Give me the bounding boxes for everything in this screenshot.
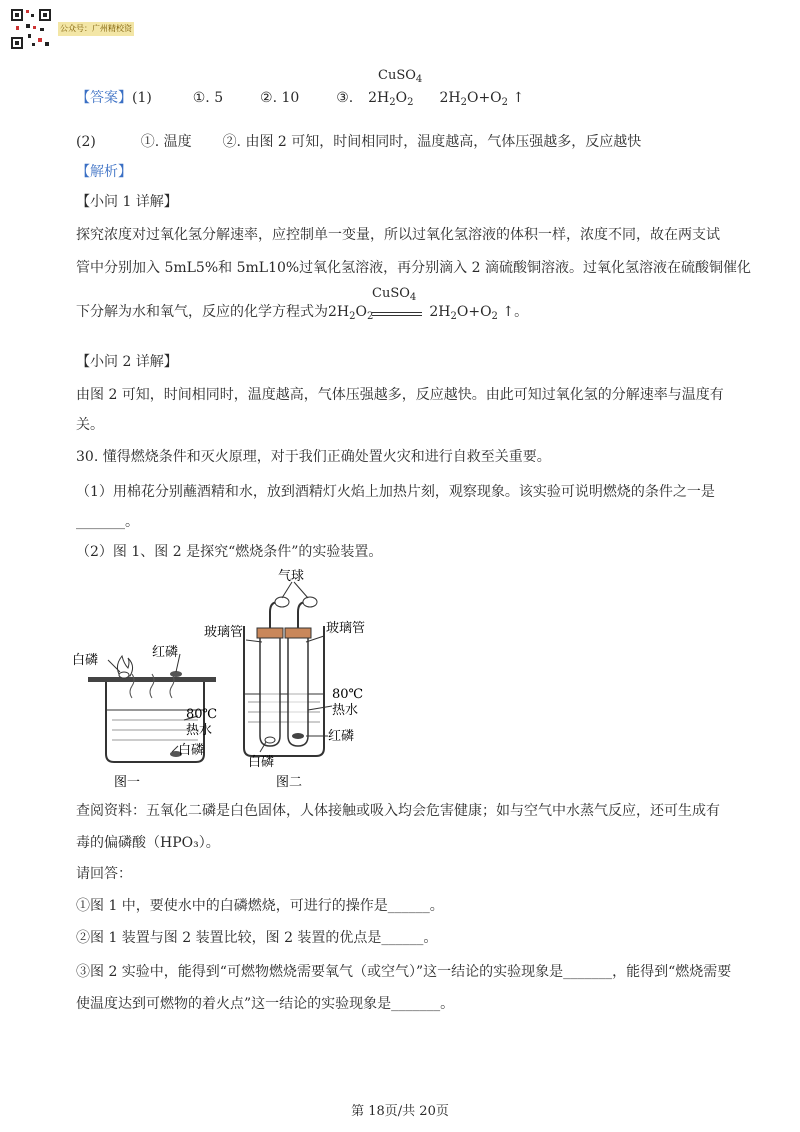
fig1-water-label: 热水 <box>186 723 213 738</box>
answer-item-3: ③. <box>336 90 354 106</box>
figure-2 <box>204 568 365 790</box>
q1-line-1: 探究浓度对过氧化氢分解速率，应控制单一变量，所以过氧化氢溶液的体积一样，浓度不同，故在两支试 <box>76 227 720 243</box>
analysis-tag: 【解析】 <box>76 164 132 180</box>
fig2-white-p-label: 白磷 <box>248 755 275 770</box>
fig2-red-p-label: 红磷 <box>328 729 355 744</box>
question-b: ②图 1 装置与图 2 装置比较，图 2 装置的优点是______。 <box>76 930 438 946</box>
ask-label: 请回答： <box>76 866 132 882</box>
equation-products: $2H_2O+O_2$ ↑ <box>439 90 525 108</box>
equation-reactant: $2H_2O_2$ <box>368 90 414 108</box>
question-c-line2: 使温度达到可燃物的着火点”这一结论的实验现象是_______。 <box>76 996 455 1012</box>
q2-line-2: 关。 <box>76 417 104 433</box>
experiment-figure <box>72 568 400 790</box>
balloon-left <box>275 597 289 607</box>
fig2-tube-right-label: 玻璃管 <box>326 621 366 636</box>
stopper-right <box>285 628 311 638</box>
q1-line-2: 管中分别加入 5mL5%和 5mL10%过氧化氢溶液，再分别滴入 2 滴硫酸铜溶液。过氧化氢溶液在硫酸铜催化 <box>76 260 751 276</box>
white-phosphorus-top <box>119 672 129 678</box>
q2-line-1: 由图 2 可知，时间相同时，温度越高，气体压强越多，反应越快。由此可知过氧化氢的分解速率与温度有 <box>76 387 724 403</box>
info-line-1: 查阅资料：五氧化二磷是白色固体，人体接触或吸入均会危害健康；如与空气中水蒸气反应，还可生成有 <box>76 803 720 819</box>
equation-equals-line-2 <box>372 315 422 316</box>
fig1-white-p-top-label: 白磷 <box>72 653 99 668</box>
header-banner: 公众号：广州精校资 <box>58 22 134 36</box>
test-tube-left <box>260 636 280 746</box>
answer-line-2 <box>76 132 641 152</box>
answer-tag: 【答案】 <box>76 90 132 106</box>
answer-item-1: ①. 5 <box>192 90 224 106</box>
balloon-right <box>303 597 317 607</box>
part2-item-1: ①. 温度 <box>140 134 192 150</box>
q30-stem: 30. 懂得燃烧条件和灭火原理，对于我们正确处置火灾和进行自救至关重要。 <box>76 449 551 465</box>
answer-item-2: ②. 10 <box>260 90 300 106</box>
fig1-caption: 图一 <box>114 775 141 790</box>
fig2-red-phosphorus <box>292 733 304 739</box>
q30-part1-line1: （1）用棉花分别蘸酒精和水，放到酒精灯火焰上加热片刻，观察现象。该实验可说明燃烧的条件之一是 <box>76 484 715 500</box>
copper-plate <box>88 677 216 682</box>
question-a: ①图 1 中，要使水中的白磷燃烧，可进行的操作是______。 <box>76 898 444 914</box>
page-footer: 第 18页/共 20页 <box>351 1104 449 1119</box>
test-tube-right <box>288 636 308 746</box>
fig2-caption: 图二 <box>276 775 303 790</box>
part2-label: (2) <box>76 134 96 150</box>
q1-equation: $2H_2O_2$ $2H_2O+O_2$ ↑ <box>328 304 515 322</box>
fig2-white-phosphorus <box>265 737 275 743</box>
equation-catalyst: CuSO$_4$ <box>378 68 423 85</box>
q30-part1-blank: _______。 <box>76 514 139 530</box>
qr-code-icon <box>10 8 52 50</box>
equation-equals-line <box>372 312 422 313</box>
fig2-temp-label: 80℃ <box>332 687 364 702</box>
q30-part2-line: （2）图 1、图 2 是探究“燃烧条件”的实验装置。 <box>76 544 383 560</box>
part2-item-2: ②. 由图 2 可知，时间相同时，温度越高，气体压强越多，反应越快 <box>222 134 642 150</box>
figure-1 <box>72 644 217 790</box>
answer-line-1 <box>76 88 524 113</box>
fig1-temp-label: 80℃ <box>186 707 218 722</box>
stopper-left <box>257 628 283 638</box>
fig1-red-p-label: 红磷 <box>152 645 179 660</box>
fig1-white-p-bottom-label: 白磷 <box>178 743 205 758</box>
fig2-tube-left-label: 玻璃管 <box>204 625 244 640</box>
q2-detail-tag: 【小问 2 详解】 <box>76 354 178 370</box>
q1-detail-tag: 【小问 1 详解】 <box>76 194 178 210</box>
fig2-balloon-label: 气球 <box>278 569 305 584</box>
question-c-line1: ③图 2 实验中，能得到“可燃物燃烧需要氧气（或空气）”这一结论的实验现象是_______，能得到“燃烧需要 <box>76 964 732 980</box>
fig2-water-label: 热水 <box>332 703 359 718</box>
part1-label: (1) <box>132 90 152 106</box>
q1-line-3: 下分解为水和氧气，反应的化学方程式为$2H_2O_2$ $2H_2O+O_2$ ↑。 <box>76 304 529 322</box>
q1-equation-catalyst: CuSO$_4$ <box>372 286 417 303</box>
info-line-2: 毒的偏磷酸（HPO₃）。 <box>76 835 220 851</box>
